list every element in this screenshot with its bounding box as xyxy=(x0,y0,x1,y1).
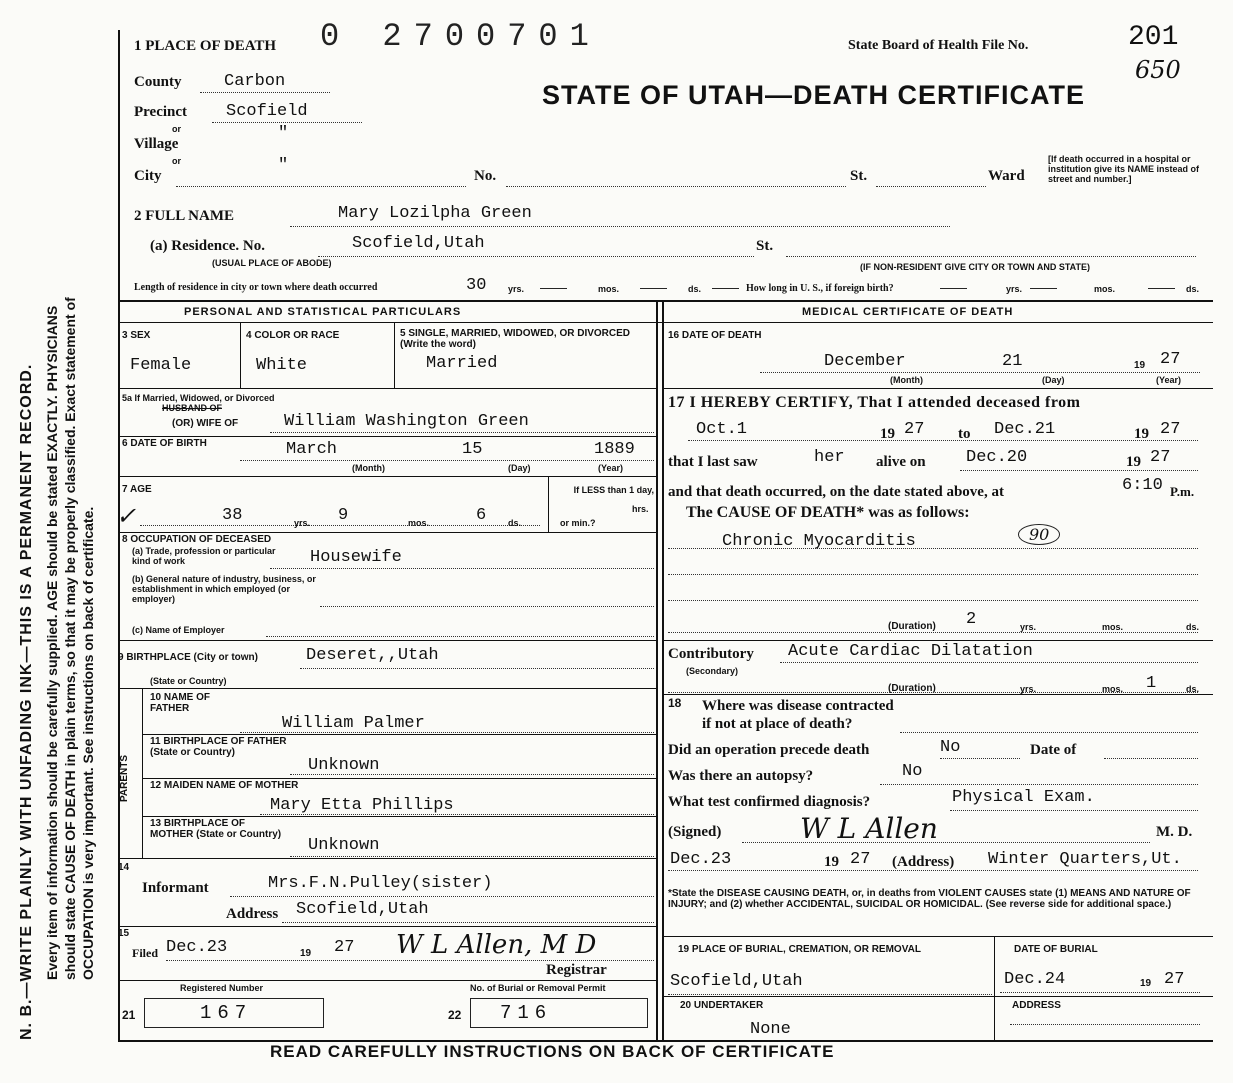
burial-date: Dec.24 xyxy=(1004,970,1066,989)
age-mos: 9 xyxy=(338,506,349,525)
spouse-value: William Washington Green xyxy=(284,412,529,431)
length-yrs: 30 xyxy=(466,276,487,295)
place-of-death-label: 1 PLACE OF DEATH xyxy=(134,38,277,54)
side-line-4: OCCUPATION is very important. See instructions on back of certificate. xyxy=(80,506,96,980)
length-label: Length of residence in city or town where death occurred xyxy=(134,282,378,293)
contributory-cause: Acute Cardiac Dilatation xyxy=(788,642,1033,661)
certify-line: 17 I HEREBY CERTIFY, That I attended deceased from xyxy=(668,394,1081,411)
informant-address-value: Scofield,Utah xyxy=(296,900,429,919)
occupation-label: 8 OCCUPATION OF DECEASED xyxy=(122,534,272,545)
registered-number: 167 xyxy=(200,1002,253,1024)
cause-note: *State the DISEASE CAUSING DEATH, or, in deaths from VIOLENT CAUSES state (1) MEANS AND NATURE OF INJURY; and (2) whether ACCIDENTAL, SUICIDAL OR HOMICIDAL. (See reverse side for additional space.) xyxy=(668,888,1191,910)
county-value: Carbon xyxy=(224,72,286,91)
side-line-1: N. B.—WRITE PLAINLY WITH UNFADING INK—THIS IS A PERMANENT RECORD. xyxy=(18,363,35,1040)
certificate-title: STATE OF UTAH—DEATH CERTIFICATE xyxy=(542,80,1085,110)
mother-value: Mary Etta Phillips xyxy=(270,796,454,815)
burial-place: Scofield,Utah xyxy=(670,972,803,991)
certificate-number: 0 2700701 xyxy=(320,18,601,55)
cause-duration: 2 xyxy=(966,610,977,629)
physician-address: Winter Quarters,Ut. xyxy=(988,850,1182,869)
death-certificate: N. B.—WRITE PLAINLY WITH UNFADING INK—THIS IS A PERMANENT RECORD. Every item of information should be carefully supplied. AGE should be stated EXACTLY. PHYSICIANS should state CAUSE OF DEATH in plain terms, so that it may be properly classified. Exact statement of OCCUPATION is very important. See instructions on back of certificate. 1 PLACE OF DEATH 0 2700701 State Board of Health File No. 201 650 STATE OF UTAH—DEATH CERTIFICATE County Carbon Precinct Scofield or Village " or City " No. St. Ward [If death occurred in a hospital or institution give its NAME instead of street and number.] 2 FULL NAME Mary Lozilpha Green (a) Residence. No. Scofield,Utah St. (USUAL PLACE OF ABODE) (IF NON-RESIDENT GIVE CITY OR TOWN AND STATE) Length of residence in city or town where death occurred 30 yrs. ——— mos. ——— ds. ——— How long in U. S., if foreign birth? ——— yrs. ——— mos. ——— ds. PERSONAL AND STATISTICAL PARTICULARS MEDICAL CERTIFICATE OF DEATH 3 SEX Female 4 COLOR OR RACE White 5 SINGLE, MARRIED, WIDOWED, OR DIVORCED (Write the word) Married 5a If Married, Widowed, or Divorced HUSBAND OF (OR) WIFE OF William Washington Green 6 DATE OF BIRTH March 15 1889 (Month) (Day) (Year) 7 AGE ✓ 38 yrs. 9 mos. 6 ds. If LESS than 1 day, hrs. or min.? 8 OCCUPATION OF DECEASED (a) Trade, profession or particular kind of work Housewife (b) General nature of industry, business, or establishment in which employed (or employer) (c) Name of Employer 9 BIRTHPLACE (City or town) Deseret,,Utah (State or Country) PARENTS 10 NAME OF FATHER William Palmer 11 BIRTHPLACE OF FATHER (State or Country) Unknown 12 MAIDEN NAME OF MOTHER Mary Etta Phillips 13 BIRTHPLACE OF MOTHER (State or Country) Unknown 14 Informant Mrs.F.N.Pulley(sister) Address Scofield,Utah 15 Filed Dec.23 19 27 W L Allen, M D Registrar Registered Number No. of Burial or Removal Permit 21 167 22 716 16 DATE OF DEATH December 21 19 27 (Month) (Day) (Year) 17 I HEREBY CERTIFY, That I attended deceased from Oct.1 19 27 to Dec.21 19 27 that I last saw her alive on Dec.20 19 27 and that death occurred, on the date stated above, at 6:10 P.m. The CAUSE OF DEATH* was as follows: Chronic Myocarditis 90 (Duration) 2 yrs. mos. ds. Contributory Acute Cardiac Dilatation (Secondary) (Duration) yrs. mos. 1 ds. 18 Where was disease contracted if not at place of death? Did an operation precede death No Date of Was there an autopsy? No What test confirmed diagnosis? Physical Exam. (Signed) W L Allen M. D. Dec.23 19 27 (Address) Winter Quarters,Ut. *State the DISEASE CAUSING DEATH, or, in deaths from VIOLENT CAUSES state (1) MEANS AND NATURE OF INJURY; and (2) whether ACCIDENTAL, SUICIDAL OR HOMICIDAL. (See reverse side for additional space.) 19 PLACE OF BURIAL, CREMATION, OR REMOVAL Scofield,Utah DATE OF BURIAL Dec.24 19 27 20 UNDERTAKER None ADDRESS READ CAREFULLY INSTRUCTIONS ON BACK OF CERTIFICATE xyxy=(0,0,1233,1083)
city-value: " xyxy=(278,156,289,175)
registrar-signature: W L Allen, M D xyxy=(396,930,597,960)
village-value: " xyxy=(278,124,289,143)
attended-from: Oct.1 xyxy=(696,420,748,439)
death-year: 27 xyxy=(1160,350,1181,369)
medical-header: MEDICAL CERTIFICATE OF DEATH xyxy=(802,306,1014,318)
file-no-value: 201 xyxy=(1128,22,1179,53)
sex-label: 3 SEX xyxy=(122,330,151,341)
dob-day: 15 xyxy=(462,440,483,459)
parents-side-label: PARENTS xyxy=(119,754,130,802)
ward-label: Ward xyxy=(988,168,1025,184)
autopsy-value: No xyxy=(902,762,923,781)
color-value: White xyxy=(256,356,308,375)
dob-label: 6 DATE OF BIRTH xyxy=(122,438,207,449)
physician-signature: W L Allen xyxy=(800,812,938,845)
cause-code: 90 xyxy=(1018,524,1060,545)
age-ds: 6 xyxy=(476,506,487,525)
marital-value: Married xyxy=(426,354,498,373)
city-label: City xyxy=(134,168,162,184)
informant-label: Informant xyxy=(142,880,209,896)
full-name-label: 2 FULL NAME xyxy=(134,208,235,224)
operation-label: Did an operation precede death xyxy=(668,742,870,758)
death-day: 21 xyxy=(1002,352,1023,371)
mother-birthplace-value: Unknown xyxy=(308,836,380,855)
file-no-alt: 650 xyxy=(1135,56,1181,84)
residence-label: (a) Residence. No. xyxy=(150,238,265,254)
operation-value: No xyxy=(940,738,961,757)
side-line-3: should state CAUSE OF DEATH in plain terms, so that it may be properly classified. Exact statement of xyxy=(62,297,78,980)
father-birthplace-value: Unknown xyxy=(308,756,380,775)
residence-value: Scofield,Utah xyxy=(352,234,485,253)
test-value: Physical Exam. xyxy=(952,788,1095,807)
no-label: No. xyxy=(474,168,497,184)
county-label: County xyxy=(134,74,182,90)
contributory-label: Contributory xyxy=(668,646,754,662)
informant-address-label: Address xyxy=(226,906,279,922)
dob-month: March xyxy=(286,440,338,459)
dob-year: 1889 xyxy=(594,440,635,459)
marital-label: 5 SINGLE, MARRIED, WIDOWED, OR DIVORCED (Write the word) xyxy=(400,328,631,350)
death-month: December xyxy=(824,352,906,371)
footer-instructions: READ CAREFULLY INSTRUCTIONS ON BACK OF CERTIFICATE xyxy=(270,1042,835,1061)
burial-permit-number: 716 xyxy=(500,1002,553,1024)
death-time: 6:10 xyxy=(1122,476,1163,495)
file-no-label: State Board of Health File No. xyxy=(848,38,1029,53)
informant-value: Mrs.F.N.Pulley(sister) xyxy=(268,874,493,893)
attended-to: Dec.21 xyxy=(994,420,1056,439)
side-line-2: Every item of information should be carefully supplied. AGE should be stated EXACTLY. PHYSICIANS xyxy=(44,305,60,980)
signed-label: (Signed) xyxy=(668,824,722,840)
age-yrs: 38 xyxy=(222,506,243,525)
signed-date: Dec.23 xyxy=(670,850,732,869)
precinct-label: Precinct xyxy=(134,104,188,120)
birthplace-label: 9 BIRTHPLACE (City or town) xyxy=(118,652,258,663)
precinct-value: Scofield xyxy=(226,102,308,121)
village-label: Village xyxy=(134,136,179,152)
sex-value: Female xyxy=(130,356,192,375)
death-date-label: 16 DATE OF DEATH xyxy=(668,330,762,341)
test-label: What test confirmed diagnosis? xyxy=(668,794,871,810)
occupation-value: Housewife xyxy=(310,548,402,567)
autopsy-label: Was there an autopsy? xyxy=(668,768,814,784)
full-name-value: Mary Lozilpha Green xyxy=(338,204,532,223)
filed-date: Dec.23 xyxy=(166,938,228,957)
last-seen-date: Dec.20 xyxy=(966,448,1028,467)
undertaker-value: None xyxy=(750,1020,791,1039)
personal-header: PERSONAL AND STATISTICAL PARTICULARS xyxy=(184,306,462,318)
cause-of-death: Chronic Myocarditis xyxy=(722,532,916,551)
ward-note: [If death occurred in a hospital or institution give its NAME instead of street and number.] xyxy=(1048,154,1200,184)
contributory-duration: 1 xyxy=(1146,674,1157,693)
st-label: St. xyxy=(850,168,868,184)
age-label: 7 AGE xyxy=(122,484,152,495)
filed-year: 27 xyxy=(334,938,355,957)
birthplace-value: Deseret,,Utah xyxy=(306,646,439,665)
father-value: William Palmer xyxy=(282,714,425,733)
color-label: 4 COLOR OR RACE xyxy=(246,330,340,341)
